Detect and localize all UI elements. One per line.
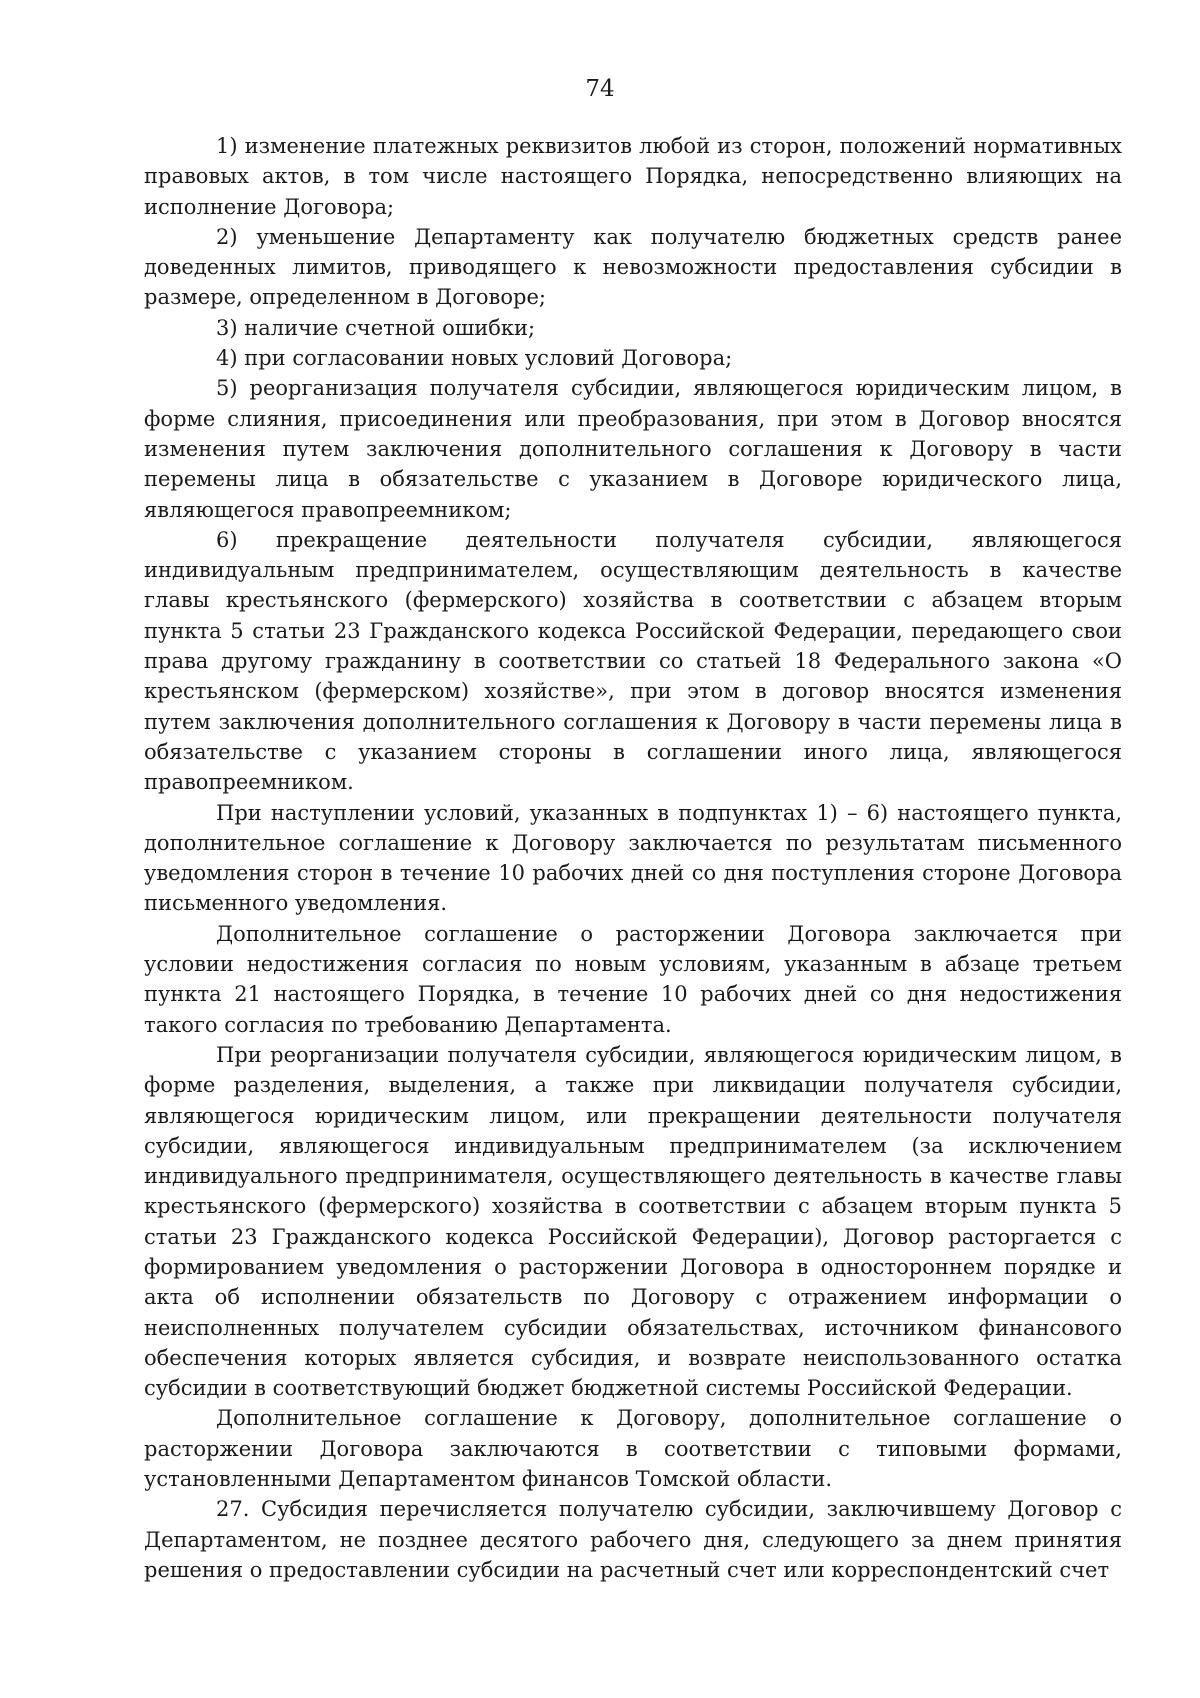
paragraph-item-3: 3) наличие счетной ошибки;	[216, 315, 536, 340]
paragraph-reorganization: При реорганизации получателя субсидии, являющегося юридическим лицом, в форме разделения, выделения, а также при ликвидации получателя субсидии, являющегося юридическим лицом, или прекращении деятельности получателя субсидии, являющегося индивидуальным предпринимателем (за исключением индивидуального предпринимателя, осуществляющего деятельность в качестве главы крестьянского (фермерского) хозяйства в соответствии с абзацем вторым пункта 5 статьи 23 Гражданского кодекса Российской Федерации), Договор расторгается с формированием уведомления о расторжении Договора в одностороннем порядке и акта об исполнении обязательств по Договору с отражением информации о неисполненных получателем субсидии обязательствах, источником финансового обеспечения которых является субсидия, и возврате неиспользованного остатка субсидии в соответствующий бюджет бюджетной системы Российской Федерации.	[144, 1042, 1122, 1401]
paragraph-item-6: 6) прекращение деятельности получателя субсидии, являющегося индивидуальным предпринимателем, осуществляющим деятельность в качестве главы крестьянского (фермерского) хозяйства в соответствии с абзацем вторым пункта 5 статьи 23 Гражданского кодекса Российской Федерации, передающего свои права другому гражданину в соответствии со статьей 18 Федерального закона «О крестьянском (фермерском) хозяйстве», при этом в договор вносятся изменения путем заключения дополнительного соглашения к Договору в части перемены лица в обязательстве с указанием стороны в соглашении иного лица, являющегося правопреемником.	[144, 527, 1122, 795]
document-body	[144, 131, 1122, 1585]
paragraph-clause-27: 27. Субсидия перечисляется получателю субсидии, заключившему Договор с Департаментом, не позднее десятого рабочего дня, следующего за днем принятия решения о предоставлении субсидии на расчетный счет или корреспондентский счет	[144, 1497, 1122, 1582]
paragraph-termination-agreement: Дополнительное соглашение о расторжении Договора заключается при условии недостижения согласия по новым условиям, указанным в абзаце третьем пункта 21 настоящего Порядка, в течение 10 рабочих дней со дня недостижения такого согласия по требованию Департамента.	[144, 921, 1122, 1037]
page-number: 74	[585, 76, 615, 102]
paragraph-item-5: 5) реорганизация получателя субсидии, являющегося юридическим лицом, в форме слияния, присоединения или преобразования, при этом в Договор вносятся изменения путем заключения дополнительного соглашения к Договору в части перемены лица в обязательстве с указанием в Договоре юридического лица, являющегося правопреемником;	[144, 376, 1122, 522]
paragraph-standard-forms: Дополнительное соглашение к Договору, дополнительное соглашение о расторжении Договора заключаются в соответствии с типовыми формами, установленными Департаментом финансов Томской области.	[144, 1406, 1122, 1492]
paragraph-item-2: 2) уменьшение Департаменту как получателю бюджетных средств ранее доведенных лимитов, приводящего к невозможности предоставления субсидии в размере, определенном в Договоре;	[144, 224, 1122, 310]
paragraph-item-1: 1) изменение платежных реквизитов любой из сторон, положений нормативных правовых актов, в том числе настоящего Порядка, непосредственно влияющих на исполнение Договора;	[144, 134, 1122, 219]
paragraph-item-4: 4) при согласовании новых условий Договора;	[216, 346, 733, 371]
paragraph-conditions-notice: При наступлении условий, указанных в подпунктах 1) – 6) настоящего пункта, дополнительное соглашение к Договору заключается по результатам письменного уведомления сторон в течение 10 рабочих дней со дня поступления стороне Договора письменного уведомления.	[144, 800, 1122, 916]
